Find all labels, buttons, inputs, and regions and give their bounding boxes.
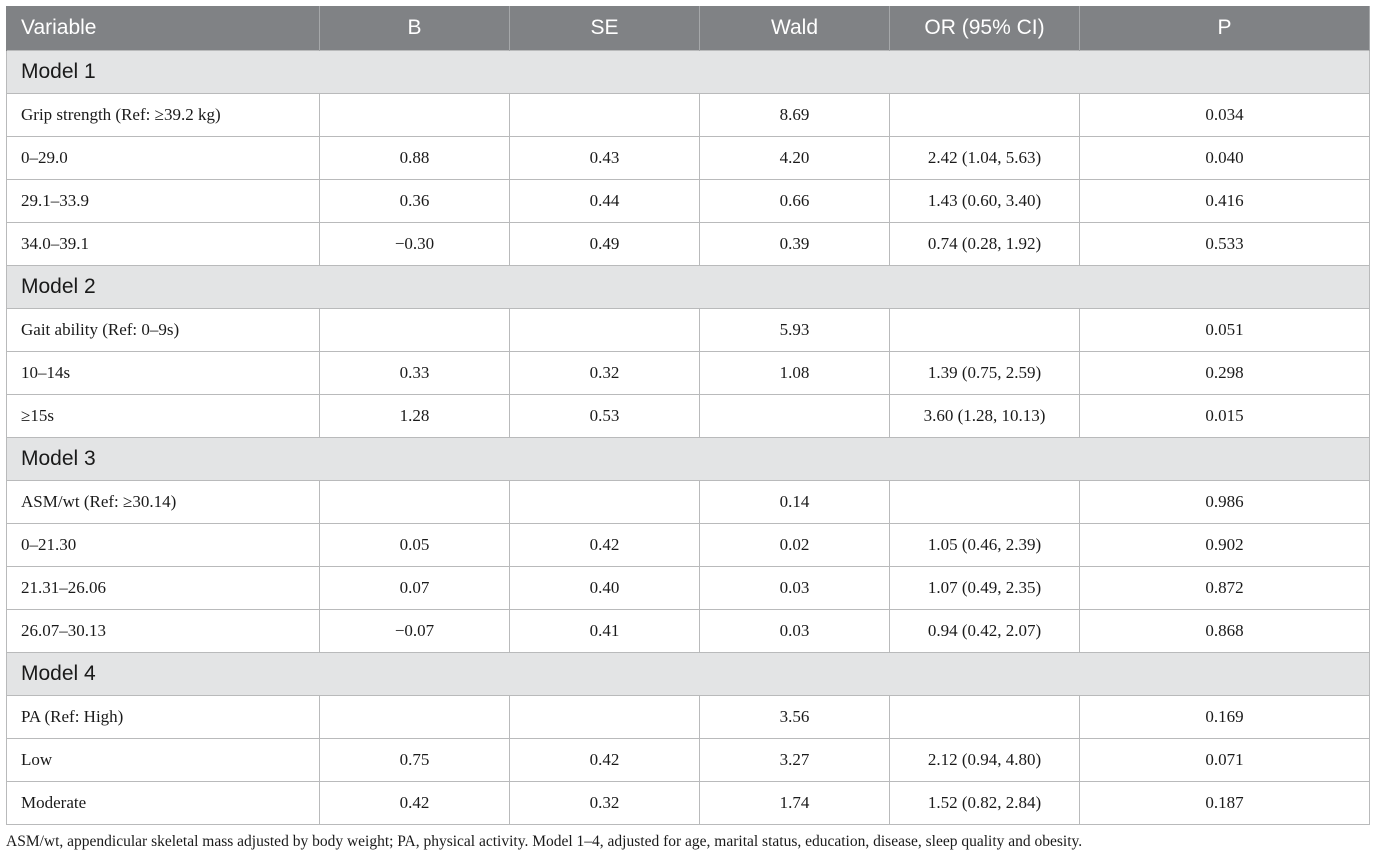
se-cell: 0.53 (510, 394, 700, 437)
wald-cell: 8.69 (700, 93, 890, 136)
or-ci-cell: 0.94 (0.42, 2.07) (890, 609, 1080, 652)
b-cell (320, 695, 510, 738)
se-cell (510, 480, 700, 523)
p-cell: 0.872 (1080, 566, 1370, 609)
table-row (7, 781, 1370, 824)
header-row (7, 6, 1370, 50)
se-cell (510, 695, 700, 738)
table-row (7, 523, 1370, 566)
table-row (7, 308, 1370, 351)
wald-cell: 0.39 (700, 222, 890, 265)
or-ci-cell: 0.74 (0.28, 1.92) (890, 222, 1080, 265)
or-ci-cell: 1.43 (0.60, 3.40) (890, 179, 1080, 222)
se-cell: 0.49 (510, 222, 700, 265)
variable-cell: 29.1–33.9 (7, 179, 320, 222)
wald-cell: 0.66 (700, 179, 890, 222)
b-cell: 0.75 (320, 738, 510, 781)
p-cell: 0.051 (1080, 308, 1370, 351)
b-cell: 1.28 (320, 394, 510, 437)
section-title: Model 3 (7, 437, 1370, 480)
table-row (7, 179, 1370, 222)
wald-cell (700, 394, 890, 437)
variable-cell: ASM/wt (Ref: ≥30.14) (7, 480, 320, 523)
p-cell: 0.533 (1080, 222, 1370, 265)
b-cell: 0.33 (320, 351, 510, 394)
header-wald: Wald (700, 6, 890, 50)
section-row (7, 437, 1370, 480)
se-cell: 0.42 (510, 738, 700, 781)
p-cell: 0.902 (1080, 523, 1370, 566)
table-row (7, 222, 1370, 265)
se-cell: 0.40 (510, 566, 700, 609)
se-cell: 0.41 (510, 609, 700, 652)
variable-cell: ≥15s (7, 394, 320, 437)
se-cell: 0.42 (510, 523, 700, 566)
variable-cell: 0–29.0 (7, 136, 320, 179)
p-cell: 0.040 (1080, 136, 1370, 179)
or-ci-cell (890, 480, 1080, 523)
regression-table (6, 6, 1370, 825)
se-cell: 0.44 (510, 179, 700, 222)
b-cell: 0.36 (320, 179, 510, 222)
or-ci-cell (890, 93, 1080, 136)
se-cell (510, 308, 700, 351)
se-cell (510, 93, 700, 136)
wald-cell: 3.27 (700, 738, 890, 781)
p-cell: 0.071 (1080, 738, 1370, 781)
header-se: SE (510, 6, 700, 50)
p-cell: 0.034 (1080, 93, 1370, 136)
p-cell: 0.868 (1080, 609, 1370, 652)
wald-cell: 0.03 (700, 609, 890, 652)
wald-cell: 1.08 (700, 351, 890, 394)
header-variable: Variable (7, 6, 320, 50)
table-row (7, 93, 1370, 136)
variable-cell: 10–14s (7, 351, 320, 394)
wald-cell: 0.14 (700, 480, 890, 523)
wald-cell: 3.56 (700, 695, 890, 738)
b-cell (320, 93, 510, 136)
se-cell: 0.32 (510, 351, 700, 394)
b-cell: 0.05 (320, 523, 510, 566)
wald-cell: 5.93 (700, 308, 890, 351)
variable-cell: PA (Ref: High) (7, 695, 320, 738)
table-row (7, 738, 1370, 781)
variable-cell: 21.31–26.06 (7, 566, 320, 609)
table-row (7, 394, 1370, 437)
b-cell (320, 480, 510, 523)
b-cell: −0.07 (320, 609, 510, 652)
variable-cell: Low (7, 738, 320, 781)
variable-cell: 34.0–39.1 (7, 222, 320, 265)
table-body (7, 50, 1370, 824)
or-ci-cell: 1.05 (0.46, 2.39) (890, 523, 1080, 566)
b-cell: −0.30 (320, 222, 510, 265)
b-cell: 0.88 (320, 136, 510, 179)
or-ci-cell: 1.39 (0.75, 2.59) (890, 351, 1080, 394)
variable-cell: 0–21.30 (7, 523, 320, 566)
table-row (7, 480, 1370, 523)
wald-cell: 4.20 (700, 136, 890, 179)
or-ci-cell (890, 308, 1080, 351)
p-cell: 0.187 (1080, 781, 1370, 824)
wald-cell: 0.02 (700, 523, 890, 566)
b-cell (320, 308, 510, 351)
or-ci-cell: 2.12 (0.94, 4.80) (890, 738, 1080, 781)
header-or-ci: OR (95% CI) (890, 6, 1080, 50)
wald-cell: 1.74 (700, 781, 890, 824)
table-footnote: ASM/wt, appendicular skeletal mass adjusted by body weight; PA, physical activity. Model 1–4, adjusted for age, marital status, education, disease, sleep quality and obesity. (6, 833, 1083, 850)
se-cell: 0.32 (510, 781, 700, 824)
or-ci-cell: 3.60 (1.28, 10.13) (890, 394, 1080, 437)
header-b: B (320, 6, 510, 50)
section-title: Model 2 (7, 265, 1370, 308)
variable-cell: 26.07–30.13 (7, 609, 320, 652)
table-row (7, 136, 1370, 179)
section-row (7, 50, 1370, 93)
table-row (7, 609, 1370, 652)
wald-cell: 0.03 (700, 566, 890, 609)
section-title: Model 1 (7, 50, 1370, 93)
regression-table-container (6, 6, 1369, 825)
variable-cell: Gait ability (Ref: 0–9s) (7, 308, 320, 351)
b-cell: 0.07 (320, 566, 510, 609)
section-row (7, 652, 1370, 695)
p-cell: 0.169 (1080, 695, 1370, 738)
b-cell: 0.42 (320, 781, 510, 824)
p-cell: 0.298 (1080, 351, 1370, 394)
table-row (7, 566, 1370, 609)
table-row (7, 695, 1370, 738)
or-ci-cell: 1.52 (0.82, 2.84) (890, 781, 1080, 824)
se-cell: 0.43 (510, 136, 700, 179)
or-ci-cell (890, 695, 1080, 738)
or-ci-cell: 2.42 (1.04, 5.63) (890, 136, 1080, 179)
p-cell: 0.986 (1080, 480, 1370, 523)
section-title: Model 4 (7, 652, 1370, 695)
table-row (7, 351, 1370, 394)
variable-cell: Grip strength (Ref: ≥39.2 kg) (7, 93, 320, 136)
p-cell: 0.416 (1080, 179, 1370, 222)
variable-cell: Moderate (7, 781, 320, 824)
or-ci-cell: 1.07 (0.49, 2.35) (890, 566, 1080, 609)
header-p: P (1080, 6, 1370, 50)
p-cell: 0.015 (1080, 394, 1370, 437)
section-row (7, 265, 1370, 308)
